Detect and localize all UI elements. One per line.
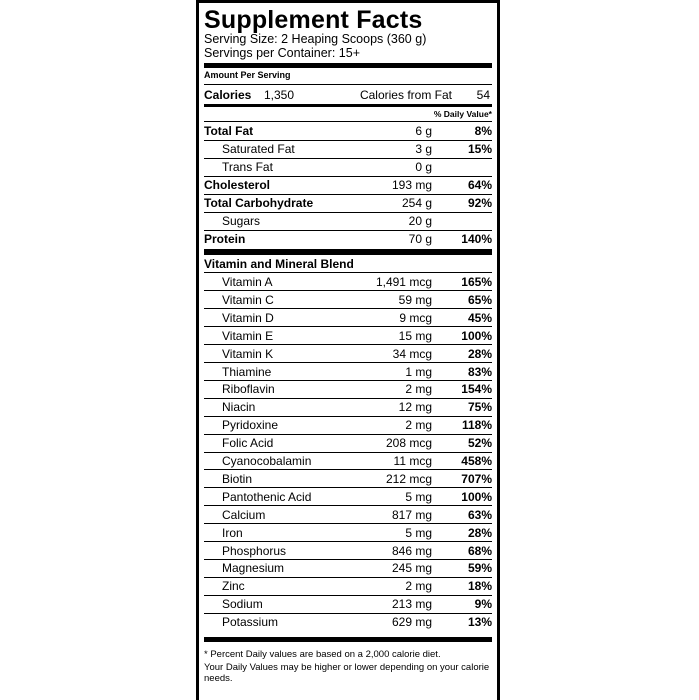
nutrient-amount: 2 mg bbox=[405, 579, 432, 594]
nutrient-row-pantothenic-acid bbox=[204, 488, 492, 506]
calories-fat-value: 54 bbox=[476, 88, 490, 102]
nutrient-amount: 11 mcg bbox=[393, 454, 432, 468]
nutrient-amount: 2 mg bbox=[405, 418, 432, 433]
blend-title-row bbox=[204, 255, 492, 273]
nutrient-daily-value: 68% bbox=[467, 543, 492, 558]
nutrient-amount: 59 mg bbox=[398, 292, 432, 307]
nutrient-amount: 9 mcg bbox=[399, 310, 432, 325]
nutrient-row-vitamin-d bbox=[204, 309, 492, 327]
amount-per-serving bbox=[204, 68, 492, 82]
nutrient-daily-value: 28% bbox=[467, 346, 492, 361]
nutrient-amount: 245 mg bbox=[391, 561, 432, 576]
nutrient-daily-value: 75% bbox=[467, 400, 492, 415]
nutrient-amount: 817 mg bbox=[391, 507, 432, 522]
nutrient-amount: 34 mcg bbox=[392, 346, 432, 361]
nutrient-name: Cholesterol bbox=[204, 178, 271, 192]
divider bbox=[204, 84, 492, 85]
nutrient-amount: 3 g bbox=[415, 142, 432, 156]
nutrient-daily-value: 28% bbox=[467, 525, 492, 540]
nutrient-row-total-fat bbox=[204, 122, 492, 140]
nutrient-amount: 12 mg bbox=[398, 400, 432, 415]
nutrient-amount: 212 mcg bbox=[385, 471, 432, 486]
nutrient-name: Saturated Fat bbox=[222, 142, 295, 156]
nutrient-amount: 1,491 mcg bbox=[375, 275, 432, 289]
nutrient-name: Sugars bbox=[222, 214, 261, 228]
nutrient-daily-value: 18% bbox=[467, 579, 492, 594]
nutrient-row-vitamin-a bbox=[204, 273, 492, 291]
nutrient-daily-value: 100% bbox=[461, 489, 492, 504]
nutrient-row-zinc bbox=[204, 577, 492, 595]
nutrient-amount: 846 mg bbox=[391, 543, 432, 558]
nutrient-amount: 20 g bbox=[408, 214, 432, 228]
nutrient-name: Folic Acid bbox=[222, 436, 274, 451]
nutrient-row-vitamin-e bbox=[204, 327, 492, 345]
nutrient-daily-value: 458% bbox=[461, 454, 492, 468]
serving-size: Serving Size: 2 Heaping Scoops (360 g) bbox=[204, 32, 427, 46]
nutrient-row-vitamin-k bbox=[204, 345, 492, 363]
servings-per-container: Servings per Container: 15+ bbox=[204, 46, 360, 60]
nutrient-name: Trans Fat bbox=[222, 160, 273, 174]
nutrient-daily-value: 65% bbox=[467, 292, 492, 307]
nutrient-daily-value: 83% bbox=[467, 364, 492, 379]
nutrient-amount: 193 mg bbox=[391, 178, 432, 192]
amount-per-serving-label: Amount Per Serving bbox=[204, 70, 291, 80]
calories-value: 1,350 bbox=[264, 88, 295, 102]
blend-title: Vitamin and Mineral Blend bbox=[204, 257, 354, 271]
nutrient-amount: 15 mg bbox=[398, 328, 432, 343]
nutrient-row-iron bbox=[204, 524, 492, 542]
nutrient-name: Total Carbohydrate bbox=[204, 196, 314, 210]
nutrient-name: Phosphorus bbox=[222, 543, 287, 558]
nutrient-name: Vitamin K bbox=[222, 346, 274, 361]
nutrient-daily-value: 707% bbox=[461, 471, 492, 486]
nutrient-row-total-carbohydrate bbox=[204, 194, 492, 212]
nutrient-row-riboflavin bbox=[204, 380, 492, 398]
nutrient-row-niacin bbox=[204, 398, 492, 416]
nutrient-name: Riboflavin bbox=[222, 382, 275, 397]
nutrient-amount: 70 g bbox=[408, 232, 432, 246]
nutrient-row-cholesterol bbox=[204, 176, 492, 194]
nutrient-row-potassium bbox=[204, 613, 492, 631]
nutrient-daily-value: 92% bbox=[467, 196, 492, 210]
nutrient-amount: 213 mg bbox=[391, 597, 432, 612]
dv-header-row bbox=[204, 107, 492, 121]
nutrient-name: Vitamin C bbox=[222, 292, 274, 307]
nutrient-row-calcium bbox=[204, 506, 492, 524]
nutrient-daily-value: 52% bbox=[467, 436, 492, 451]
nutrient-daily-value: 118% bbox=[461, 418, 492, 433]
nutrient-amount: 2 mg bbox=[405, 382, 432, 397]
calories-label: Calories bbox=[204, 88, 252, 102]
nutrient-name: Biotin bbox=[222, 471, 253, 486]
nutrient-daily-value: 59% bbox=[467, 561, 492, 576]
nutrient-name: Vitamin D bbox=[222, 310, 274, 325]
nutrient-name: Iron bbox=[222, 525, 243, 540]
nutrient-amount: 5 mg bbox=[405, 525, 432, 540]
calories-row bbox=[204, 86, 492, 104]
nutrient-daily-value: 8% bbox=[474, 124, 492, 138]
nutrient-name: Sodium bbox=[222, 597, 263, 612]
nutrient-name: Total Fat bbox=[204, 124, 254, 138]
nutrient-row-sugars bbox=[204, 212, 492, 230]
nutrient-row-phosphorus bbox=[204, 542, 492, 560]
nutrient-daily-value: 64% bbox=[467, 178, 492, 192]
nutrient-daily-value: 100% bbox=[461, 328, 492, 343]
label-top-border bbox=[199, 0, 497, 3]
nutrient-amount: 254 g bbox=[401, 196, 432, 210]
nutrient-name: Thiamine bbox=[222, 364, 272, 379]
nutrient-amount: 629 mg bbox=[391, 615, 432, 630]
nutrient-row-protein bbox=[204, 230, 492, 248]
nutrient-name: Protein bbox=[204, 232, 246, 246]
nutrient-row-pyridoxine bbox=[204, 416, 492, 434]
supplement-facts-label bbox=[196, 0, 500, 700]
nutrient-amount: 6 g bbox=[415, 124, 432, 138]
daily-value-header: % Daily Value* bbox=[433, 109, 492, 119]
nutrient-daily-value: 63% bbox=[467, 507, 492, 522]
nutrient-daily-value: 13% bbox=[467, 615, 492, 630]
nutrient-name: Vitamin E bbox=[222, 328, 274, 343]
nutrient-name: Magnesium bbox=[222, 561, 285, 576]
nutrient-name: Cyanocobalamin bbox=[222, 454, 312, 468]
nutrient-amount: 0 g bbox=[415, 160, 432, 174]
nutrient-row-magnesium bbox=[204, 559, 492, 577]
calories-fat-label: Calories from Fat bbox=[359, 88, 452, 102]
thick-divider bbox=[204, 637, 492, 642]
nutrient-daily-value: 15% bbox=[467, 142, 492, 156]
nutrient-name: Vitamin A bbox=[222, 275, 273, 289]
nutrient-amount: 1 mg bbox=[405, 364, 432, 379]
nutrient-name: Zinc bbox=[222, 579, 245, 594]
nutrient-name: Niacin bbox=[222, 400, 256, 415]
nutrient-row-biotin bbox=[204, 470, 492, 488]
nutrient-amount: 5 mg bbox=[405, 489, 432, 504]
nutrient-row-saturated-fat bbox=[204, 140, 492, 158]
nutrient-daily-value: 154% bbox=[461, 382, 492, 397]
nutrient-row-vitamin-c bbox=[204, 291, 492, 309]
nutrient-name: Potassium bbox=[222, 615, 279, 630]
nutrient-daily-value: 140% bbox=[461, 232, 492, 246]
nutrient-row-folic-acid bbox=[204, 434, 492, 452]
nutrient-row-thiamine bbox=[204, 363, 492, 381]
nutrient-name: Calcium bbox=[222, 507, 266, 522]
label-title: Supplement Facts bbox=[204, 6, 423, 34]
nutrient-amount: 208 mcg bbox=[385, 436, 432, 451]
footnote-your-daily-values: Your Daily Values may be higher or lower depending on your calorie needs. bbox=[204, 662, 490, 684]
nutrient-name: Pantothenic Acid bbox=[222, 489, 312, 504]
nutrient-daily-value: 165% bbox=[461, 275, 492, 289]
nutrient-row-sodium bbox=[204, 595, 492, 613]
nutrient-daily-value: 9% bbox=[474, 597, 492, 612]
footnote-percent-daily: * Percent Daily values are based on a 2,000 calorie diet. bbox=[204, 649, 441, 660]
nutrient-name: Pyridoxine bbox=[222, 418, 279, 433]
nutrient-daily-value: 45% bbox=[467, 310, 492, 325]
nutrient-row-trans-fat bbox=[204, 158, 492, 176]
nutrient-row-cyanocobalamin bbox=[204, 452, 492, 470]
